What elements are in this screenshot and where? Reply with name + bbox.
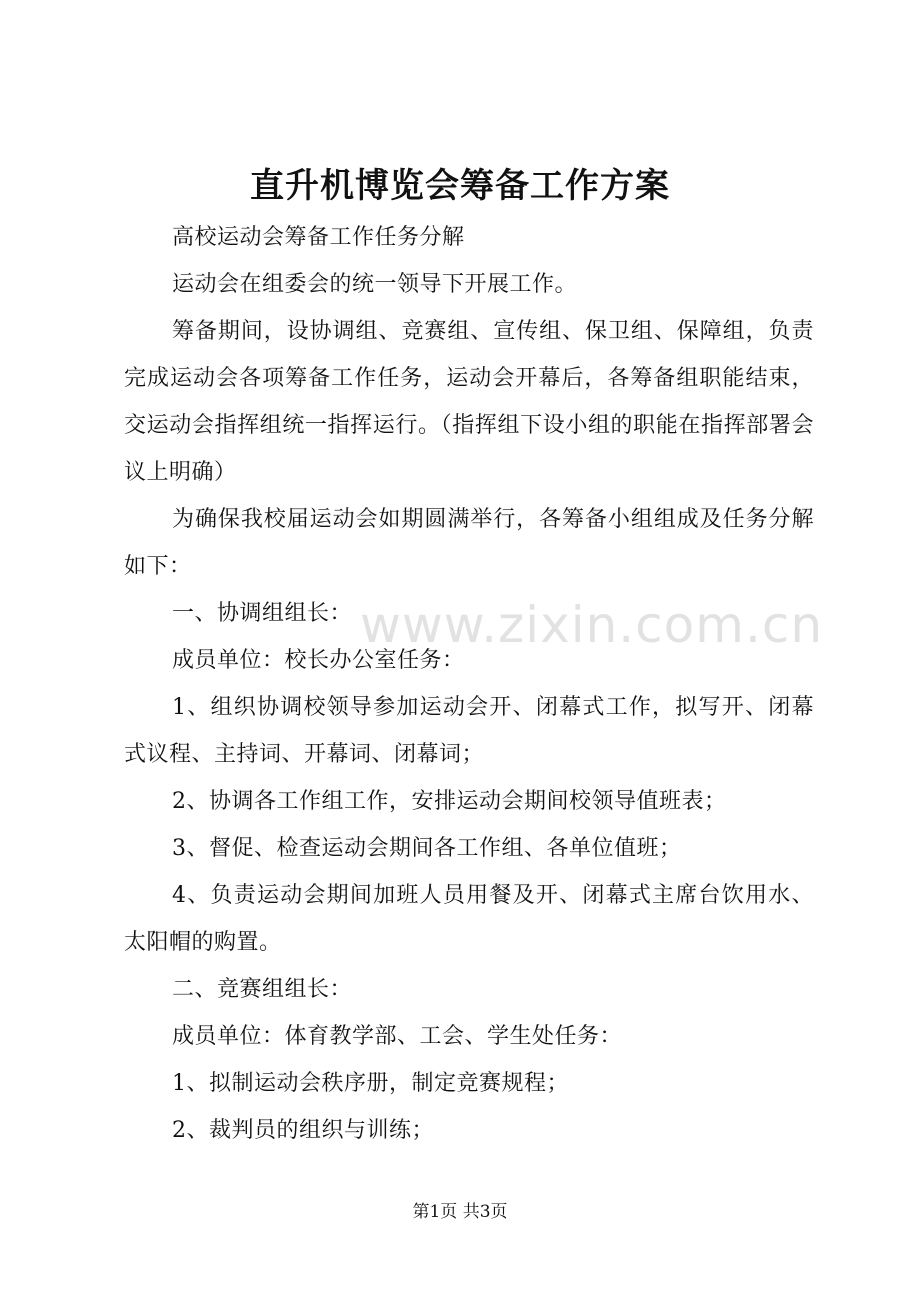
paragraph: 1、拟制运动会秩序册，制定竞赛规程； (172, 1071, 569, 1096)
page-footer: 第1页 共3页 (412, 1202, 508, 1222)
paragraph: 成员单位：体育教学部、工会、学生处任务： (172, 1024, 623, 1049)
paragraph: 高校运动会筹备工作任务分解 (172, 225, 465, 250)
document-body (124, 214, 814, 1154)
paragraph: 成员单位：校长办公室任务： (172, 648, 465, 673)
paragraph: 为确保我校届运动会如期圆满举行，各筹备小组组成及任务分解如下： (124, 507, 814, 579)
paragraph: 4、负责运动会期间加班人员用餐及开、闭幕式主席台饮用水、太阳帽的购置。 (124, 883, 814, 955)
paragraph: 2、协调各工作组工作，安排运动会期间校领导值班表； (172, 789, 727, 814)
paragraph: 2、裁判员的组织与训练； (172, 1118, 434, 1143)
paragraph: 二、竞赛组组长： (172, 977, 353, 1002)
paragraph: 1、组织协调校领导参加运动会开、闭幕式工作，拟写开、闭幕式议程、主持词、开幕词、闭幕词； (124, 695, 814, 767)
document-title: 直升机博览会筹备工作方案 (250, 166, 670, 206)
paragraph: 筹备期间，设协调组、竞赛组、宣传组、保卫组、保障组，负责完成运动会各项筹备工作任务，运动会开幕后，各筹备组职能结束，交运动会指挥组统一指挥运行。（指挥组下设小组的职能在指挥部署会议上明确） (124, 319, 814, 485)
watermark-text: www.zixin.com.cn (360, 596, 824, 654)
paragraph: 一、协调组组长： (172, 601, 353, 626)
paragraph: 3、督促、检查运动会期间各工作组、各单位值班； (172, 836, 682, 861)
paragraph: 运动会在组委会的统一领导下开展工作。 (172, 272, 578, 297)
